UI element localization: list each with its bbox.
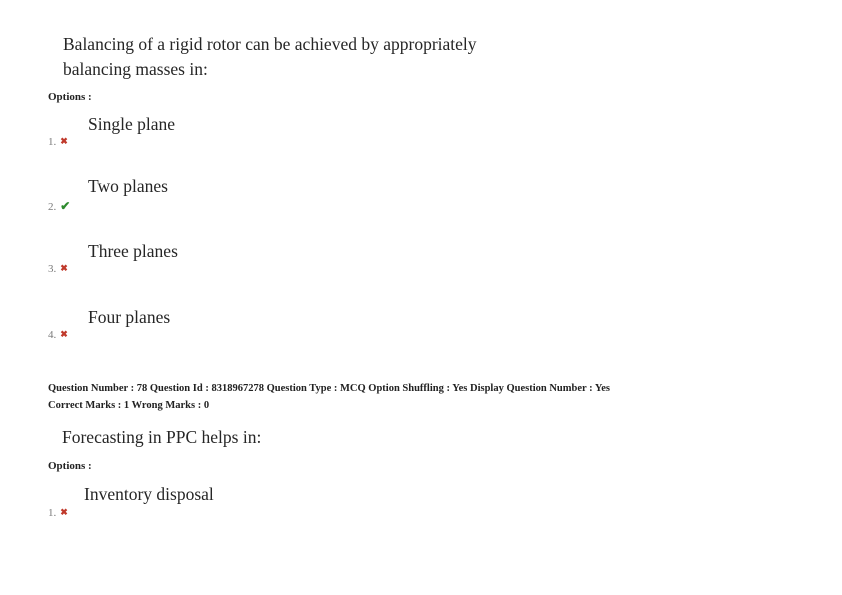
option-1-marker	[48, 507, 68, 519]
cross-icon: ✖	[60, 263, 68, 273]
question-meta-line-1: Question Number : 78 Question Id : 8318967278 Question Type : MCQ Option Shuffling : Yes Display Question Number : Yes	[48, 383, 611, 394]
option-2-marker	[48, 199, 70, 214]
cross-icon: ✖	[60, 136, 68, 146]
option-4-text: Four planes	[88, 307, 171, 327]
question-meta-line-2: Correct Marks : 1 Wrong Marks : 0	[48, 400, 210, 411]
option-1-number: 1.	[48, 136, 57, 148]
question-text	[63, 32, 477, 82]
option-2-text: Two planes	[88, 176, 168, 196]
option-4-number: 4.	[48, 329, 57, 341]
option-1-text: Single plane	[88, 114, 175, 134]
option-3-number: 3.	[48, 263, 57, 275]
options-label: Options :	[48, 91, 92, 103]
option-1-marker	[48, 136, 68, 148]
option-2-number: 2.	[48, 201, 57, 213]
question-text-line-2: balancing masses in:	[63, 59, 208, 79]
option-3-marker	[48, 263, 68, 275]
option-4-marker	[48, 329, 68, 341]
option-1-number: 1.	[48, 507, 57, 519]
cross-icon: ✖	[60, 507, 68, 517]
check-icon: ✔	[60, 199, 71, 213]
option-1-text: Inventory disposal	[84, 484, 214, 504]
question-text: Forecasting in PPC helps in:	[62, 427, 262, 447]
option-3-text: Three planes	[88, 241, 178, 261]
cross-icon: ✖	[60, 329, 68, 339]
options-label: Options :	[48, 460, 92, 472]
question-text-line-1: Balancing of a rigid rotor can be achieved by appropriately	[63, 34, 477, 54]
